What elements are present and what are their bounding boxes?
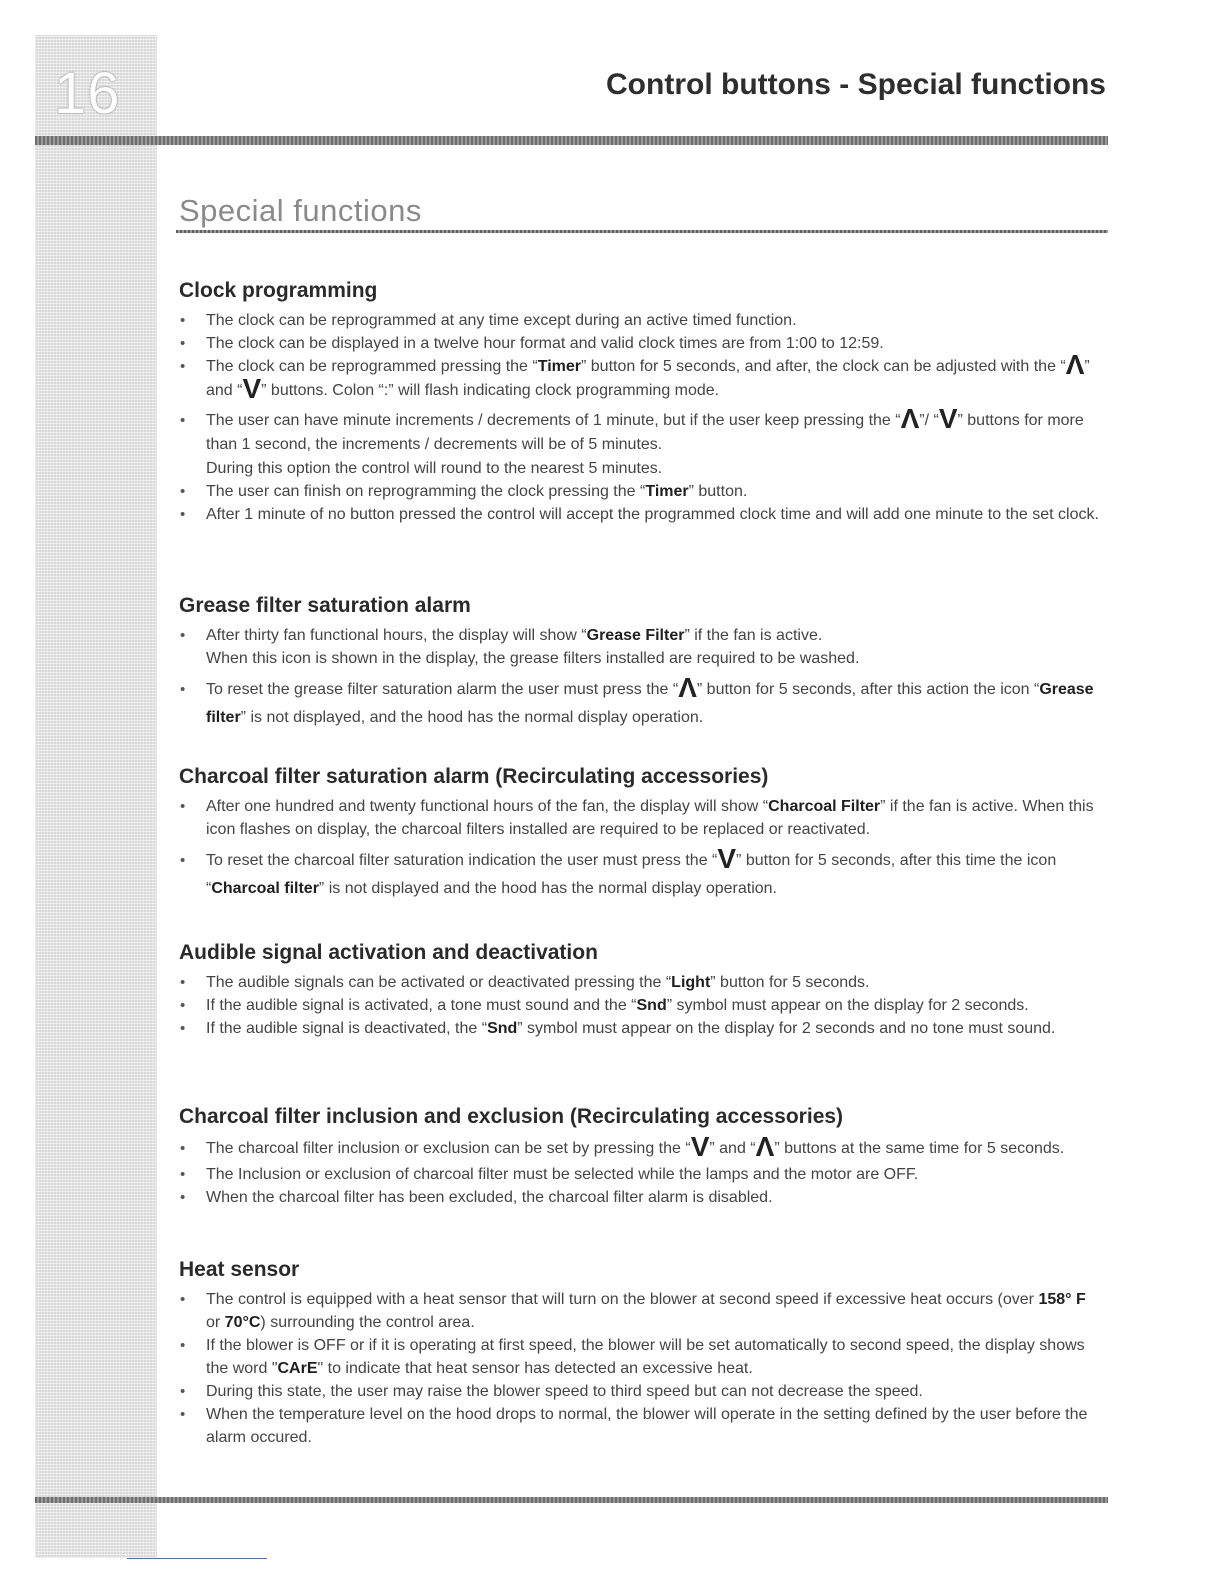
list-item: • After thirty fan functional hours, the display will show “Grease Filter” if the fan is active. When this icon is shown in the display, the grease filters installed are required to be washed. bbox=[179, 624, 1104, 670]
audible-heading: Audible signal activation and deactivation bbox=[179, 941, 598, 964]
list-item-note: During this option the control will round to the nearest 5 minutes. bbox=[206, 460, 663, 477]
list-item: • To reset the charcoal filter saturation indication the user must press the “V” button for 5 seconds, after this time the icon “Charcoal filter” is not displayed and the hood has the normal display operation. bbox=[179, 847, 1104, 903]
list-item: • The user can finish on reprogramming the clock pressing the “Timer” button. bbox=[179, 480, 1104, 503]
list-item: • When the temperature level on the hood drops to normal, the blower will operate in the setting defined by the user before the alarm occured. bbox=[179, 1403, 1104, 1449]
up-arrow-icon: Λ bbox=[1065, 349, 1085, 380]
list-item: • The user can have minute increments / decrements of 1 minute, but if the user keep pressing the “Λ”/ “V” buttons for more than 1 second, the increments / decrements will be of 5 minutes. bbox=[179, 409, 1104, 457]
page-title: Control buttons - Special functions bbox=[606, 68, 1106, 101]
page-number: 16 bbox=[54, 61, 121, 126]
charcoal-inclusion-section bbox=[179, 1105, 1104, 1209]
list-item: • The clock can be displayed in a twelve hour format and valid clock times are from 1:00 to 12:59. bbox=[179, 332, 1104, 355]
list-item: • The clock can be reprogrammed pressing the “Timer” button for 5 seconds, and after, the clock can be adjusted with the “Λ” and “V” buttons. Colon “:” will flash indicating clock programming mode. bbox=[179, 355, 1104, 403]
heat-section bbox=[179, 1258, 1104, 1449]
section-divider bbox=[176, 230, 1108, 233]
grease-section bbox=[179, 594, 1104, 732]
clock-section bbox=[179, 279, 1104, 526]
footer-link-line bbox=[127, 1558, 267, 1559]
side-band bbox=[35, 35, 157, 1558]
list-item: • If the audible signal is activated, a tone must sound and the “Snd” symbol must appear on the display for 2 seconds. bbox=[179, 994, 1104, 1017]
up-arrow-icon: Λ bbox=[755, 1131, 775, 1162]
grease-heading: Grease filter saturation alarm bbox=[179, 594, 471, 617]
list-item: • The charcoal filter inclusion or exclusion can be set by pressing the “V” and “Λ” buttons at the same time for 5 seconds. bbox=[179, 1135, 1104, 1163]
section-title: Special functions bbox=[179, 193, 422, 228]
down-arrow-icon: V bbox=[690, 1131, 710, 1162]
list-item: • The clock can be reprogrammed at any time except during an active timed function. bbox=[179, 309, 1104, 332]
list-item: • During this state, the user may raise the blower speed to third speed but can not decrease the speed. bbox=[179, 1380, 1104, 1403]
list-item: • The control is equipped with a heat sensor that will turn on the blower at second speed if excessive heat occurs (over 158° F or 70°C) surrounding the control area. bbox=[179, 1288, 1104, 1334]
footer-divider bbox=[35, 1497, 1108, 1503]
list-item: • If the audible signal is deactivated, the “Snd” symbol must appear on the display for 2 seconds and no tone must sound. bbox=[179, 1017, 1104, 1040]
down-arrow-icon: V bbox=[717, 843, 737, 874]
list-item: • The Inclusion or exclusion of charcoal filter must be selected while the lamps and the motor are OFF. bbox=[179, 1163, 1104, 1186]
header-divider bbox=[35, 136, 1108, 145]
list-item: • If the blower is OFF or if it is operating at first speed, the blower will be set automatically to second speed, the display shows the word "CArE" to indicate that heat sensor has detected an excessive heat. bbox=[179, 1334, 1104, 1380]
clock-heading: Clock programming bbox=[179, 279, 378, 302]
list-item: • After one hundred and twenty functional hours of the fan, the display will show “Charcoal Filter” if the fan is active. When this icon flashes on display, the charcoal filters installed are required to be replaced or reactivated. bbox=[179, 795, 1104, 841]
list-item: • To reset the grease filter saturation alarm the user must press the “Λ” button for 5 seconds, after this action the icon “Grease filter” is not displayed, and the hood has the normal display operation. bbox=[179, 676, 1104, 732]
down-arrow-icon: V bbox=[242, 373, 262, 404]
heat-heading: Heat sensor bbox=[179, 1258, 300, 1281]
up-arrow-icon: Λ bbox=[678, 672, 697, 703]
list-item: • When the charcoal filter has been excluded, the charcoal filter alarm is disabled. bbox=[179, 1186, 1104, 1209]
charcoal-inclusion-heading: Charcoal filter inclusion and exclusion (Recirculating accessories) bbox=[179, 1105, 844, 1128]
list-item: • After 1 minute of no button pressed the control will accept the programmed clock time and will add one minute to the set clock. bbox=[179, 503, 1104, 526]
charcoal-alarm-heading: Charcoal filter saturation alarm (Recirculating accessories) bbox=[179, 765, 769, 788]
charcoal-alarm-section bbox=[179, 765, 1104, 903]
down-arrow-icon: V bbox=[938, 403, 958, 434]
audible-section bbox=[179, 941, 1104, 1040]
up-arrow-icon: Λ bbox=[900, 403, 920, 434]
list-item: • The audible signals can be activated or deactivated pressing the “Light” button for 5 seconds. bbox=[179, 971, 1104, 994]
